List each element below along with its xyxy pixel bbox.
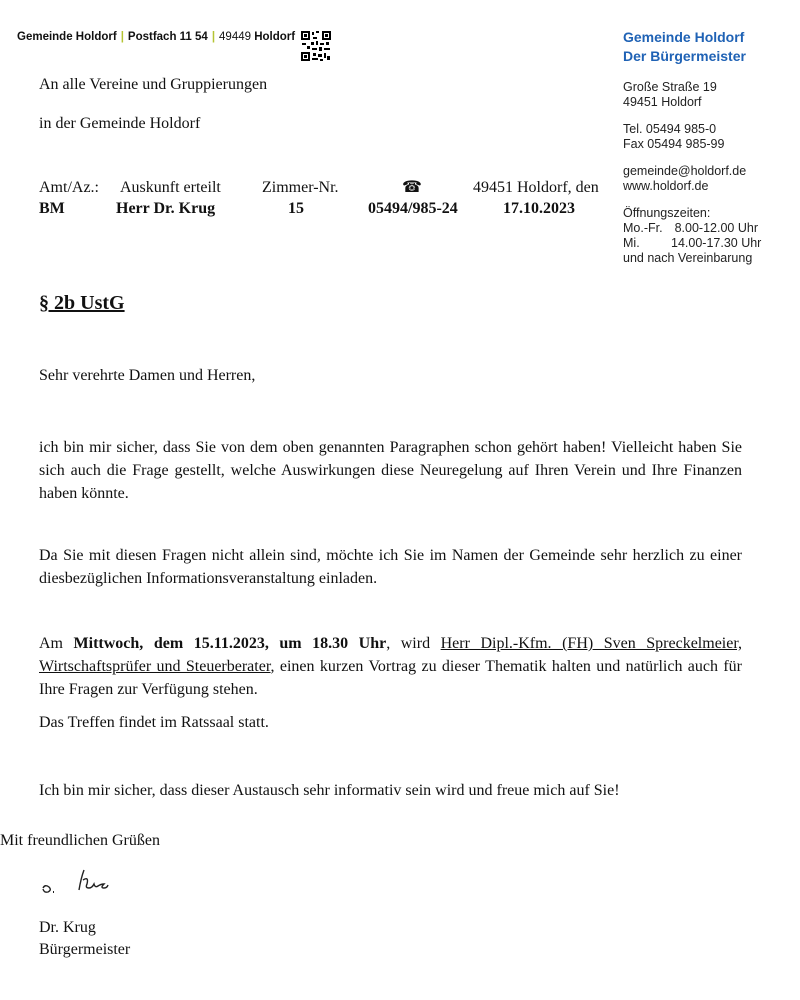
paragraph-1: ich bin mir sicher, dass Sie von dem oben genannten Paragraphen schon gehört haben! Vielleicht haben Sie sich auch die Frage gestellt, welche Auswirkungen diese Neuregelung auf Ihren Verein und Ihre Finanzen haben könnte. xyxy=(39,439,742,502)
ref-value-date: 17.10.2023 xyxy=(503,200,575,217)
ref-value-phone: 05494/985-24 xyxy=(368,200,458,217)
tel: Tel. 05494 985-0 xyxy=(623,122,717,136)
event-datetime: Mittwoch, dem 15.11.2023, um 18.30 Uhr xyxy=(73,635,387,652)
signature-icon xyxy=(39,868,149,900)
ref-value-zimmer: 15 xyxy=(288,200,304,217)
salutation: Sehr verehrte Damen und Herren, xyxy=(39,367,256,384)
para3-text: , einen kurzen Vortrag zu dieser Thematik halten und natürlich auch für Ihre Fragen zur Verfügung stehen. xyxy=(39,658,743,698)
hours-time: 14.00-17.30 Uhr xyxy=(671,236,762,250)
sender-postal: 49449 xyxy=(219,31,252,43)
hours-day: Mo.-Fr. xyxy=(623,221,663,235)
ref-label-amt: Amt/Az.: xyxy=(39,179,99,196)
sender-po-box: Postfach 11 54 xyxy=(127,31,208,43)
paragraph-5: Ich bin mir sicher, dass dieser Austausch sehr informativ sein wird und freue mich auf Sie! xyxy=(39,782,620,799)
hours-row-2 xyxy=(623,236,793,251)
para3-text: Am xyxy=(39,635,74,652)
speaker-name: Herr Dipl.-Kfm. (FH) Sven Spreckelmeier, Wirtschaftsprüfer und Steuerberater xyxy=(39,635,743,675)
city: 49451 Holdorf xyxy=(623,95,702,109)
sender-line xyxy=(17,31,295,43)
ref-label-place-date: 49451 Holdorf, den xyxy=(473,179,599,196)
recipient-line-2: in der Gemeinde Holdorf xyxy=(39,115,201,132)
hours-row-1 xyxy=(623,221,793,236)
org-name: Gemeinde Holdorf xyxy=(623,29,745,45)
paragraph-3 xyxy=(39,632,742,701)
recipient-line-1: An alle Vereine und Gruppierungen xyxy=(39,76,268,93)
hours-title: Öffnungszeiten: xyxy=(623,206,711,220)
web-link[interactable]: www.holdorf.de xyxy=(623,179,709,193)
email-link[interactable]: gemeinde@holdorf.de xyxy=(623,164,747,178)
paragraph-2: Da Sie mit diesen Fragen nicht allein sind, möchte ich Sie im Namen der Gemeinde sehr herzlich zu einer diesbezüglichen Informationsveranstaltung einladen. xyxy=(39,547,742,587)
ref-label-zimmer: Zimmer-Nr. xyxy=(262,179,339,196)
letterhead-info xyxy=(623,28,793,266)
phone-icon: ☎ xyxy=(402,179,422,196)
separator: | xyxy=(211,31,216,43)
sender-city: Holdorf xyxy=(254,31,296,43)
signer-name: Dr. Krug xyxy=(39,919,96,936)
ref-value-amt: BM xyxy=(39,200,65,217)
street: Große Straße 19 xyxy=(623,80,717,94)
hours-day: Mi. xyxy=(623,236,640,250)
paragraph-4: Das Treffen findet im Ratssaal statt. xyxy=(39,714,269,731)
para3-text: , wird xyxy=(386,635,441,652)
hours-note: und nach Vereinbarung xyxy=(623,251,753,265)
sender-org: Gemeinde Holdorf xyxy=(17,31,117,43)
subject-heading: § 2b UstG xyxy=(39,292,125,314)
hours-time: 8.00-12.00 Uhr xyxy=(674,221,758,235)
ref-value-auskunft: Herr Dr. Krug xyxy=(116,200,216,217)
closing: Mit freundlichen Grüßen xyxy=(0,832,160,849)
ref-label-auskunft: Auskunft erteilt xyxy=(120,179,221,196)
separator: | xyxy=(120,31,124,43)
signer-title: Bürgermeister xyxy=(39,941,131,958)
qr-code-icon xyxy=(300,30,332,62)
fax: Fax 05494 985-99 xyxy=(623,137,725,151)
org-dept: Der Bürgermeister xyxy=(623,48,746,64)
